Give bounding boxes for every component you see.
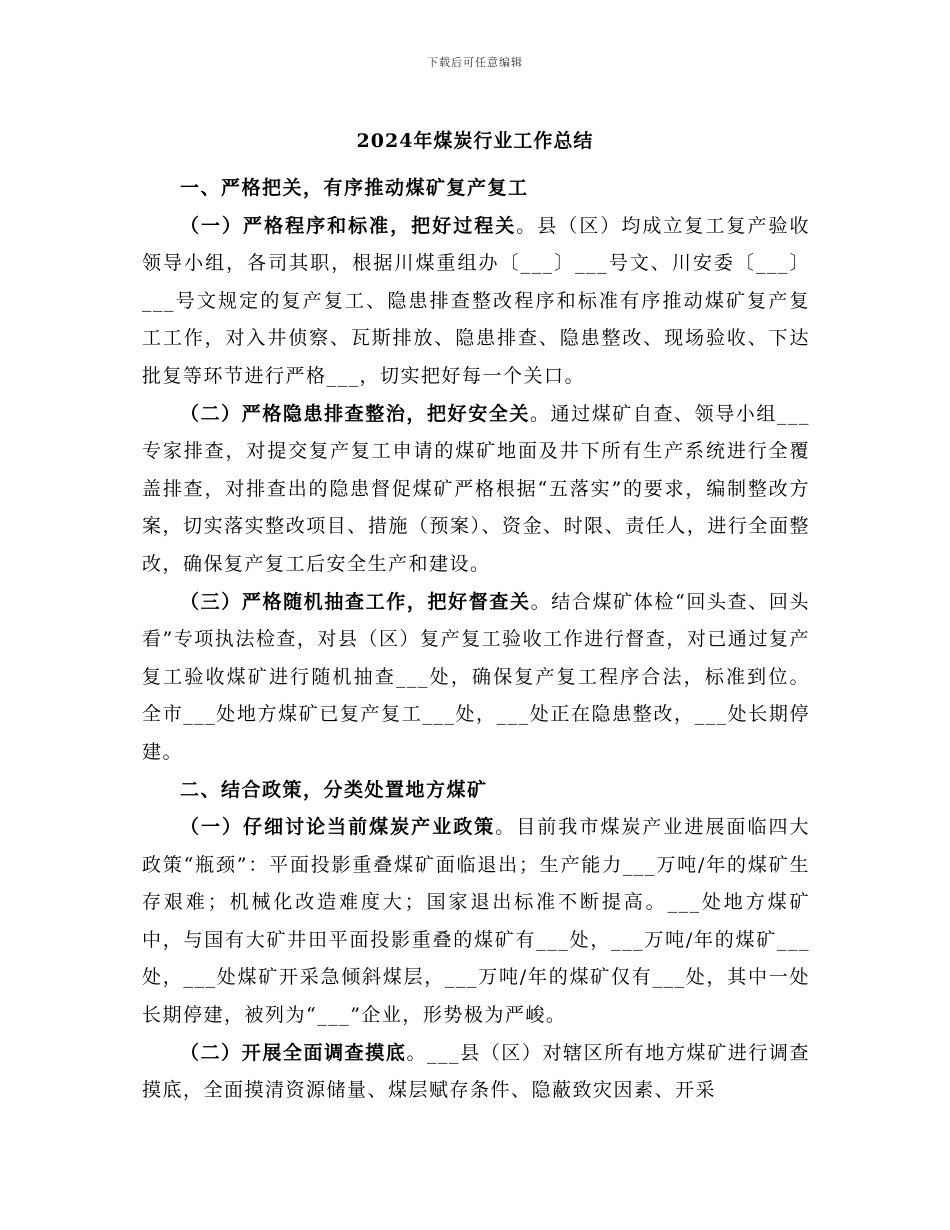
section-1-heading: 一、严格把关，有序推动煤矿复产复工 — [180, 177, 529, 199]
section-2-paragraph-1 — [142, 809, 810, 1035]
paragraph-lead: （一）仔细讨论当前煤炭产业政策 — [180, 816, 496, 839]
paragraph-lead: （一）严格程序和标准，把好过程关 — [180, 214, 517, 237]
paragraph-lead: （三）严格随机抽查工作，把好督查关 — [180, 590, 531, 613]
page-header-note: 下载后可任意编辑 — [427, 56, 523, 69]
section-1-paragraph-1 — [142, 208, 810, 396]
section-1-paragraph-3 — [142, 584, 810, 772]
section-2-paragraph-2 — [142, 1035, 810, 1110]
paragraph-text: 。县（区）均成立复工复产验收领导小组，各司其职，根据川煤重组办〔___〕___号文、川安委〔___〕___号文规定的复产复工、隐患排查整改程序和标准有序推动煤矿复产复工工作，对入井侦察、瓦斯排放、隐患排查、隐患整改、现场验收、下达批复等环节进行严格___，切实把好每一个关口。 — [142, 214, 810, 387]
paragraph-text: 。___县（区）对辖区所有地方煤矿进行调查摸底，全面摸清资源储量、煤层赋存条件、隐蔽致灾因素、开采 — [142, 1041, 810, 1102]
section-1-paragraph-2 — [142, 396, 810, 584]
paragraph-text: 。目前我市煤炭产业进展面临四大政策“瓶颈”：平面投影重叠煤矿面临退出；生产能力___万吨/年的煤矿生存艰难；机械化改造难度大；国家退出标准不断提高。___处地方煤矿中，与国有大矿井田平面投影重叠的煤矿有___处，___万吨/年的煤矿___处，___处煤矿开采急倾斜煤层，___万吨/年的煤矿仅有___处，其中一处长期停建，被列为“___”企业，形势极为严峻。 — [142, 816, 810, 1027]
section-2-heading: 二、结合政策，分类处置地方煤矿 — [180, 778, 488, 801]
document-body — [142, 170, 810, 1110]
document-title: 2024年煤炭行业工作总结 — [356, 130, 594, 152]
paragraph-text: 。通过煤矿自查、领导小组___专家排查，对提交复产复工申请的煤矿地面及井下所有生产系统进行全覆盖排查，对排查出的隐患督促煤矿严格根据“五落实”的要求，编制整改方案，切实落实整改项目、措施（预案）、资金、时限、责任人，进行全面整改，确保复产复工后安全生产和建设。 — [142, 402, 810, 575]
paragraph-text: 。结合煤矿体检“回头查、回头看”专项执法检查，对县（区）复产复工验收工作进行督查，对已通过复产复工验收煤矿进行随机抽查___处，确保复产复工程序合法，标准到位。全市___处地方煤矿已复产复工___处，___处正在隐患整改，___处长期停建。 — [142, 590, 810, 763]
paragraph-lead: （二）开展全面调查摸底 — [180, 1041, 407, 1064]
paragraph-lead: （二）严格隐患排查整治，把好安全关 — [180, 402, 530, 425]
